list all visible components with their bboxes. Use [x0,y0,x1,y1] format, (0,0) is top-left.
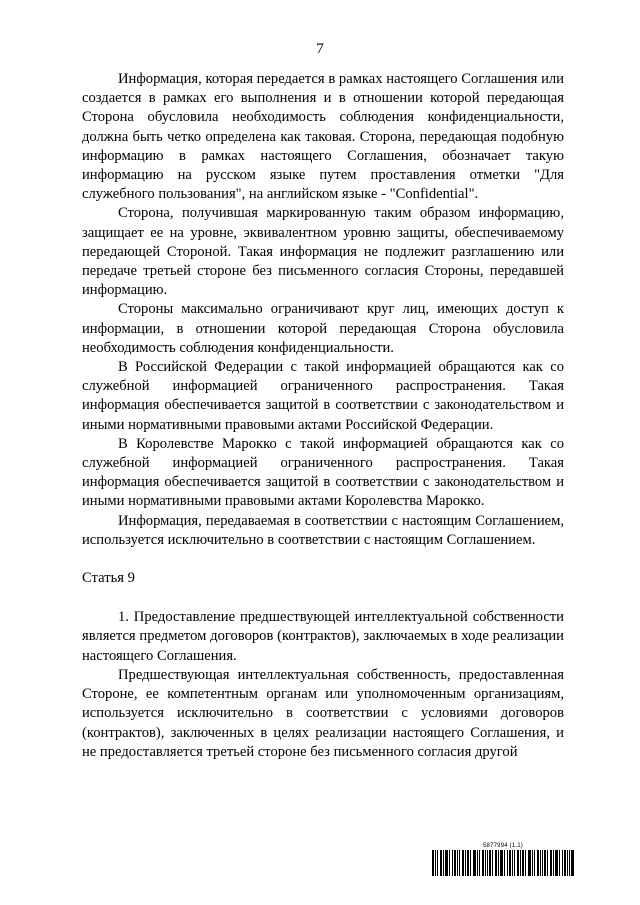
page-number: 7 [316,41,324,57]
paragraph-prior-ip: 1. Предоставление предшествующей интеллектуальной собственности является предметом договоров (контрактов), заключаемых в ходе реализации настоящего Соглашения. [82,609,564,664]
paragraph-confidential-marking: Информация, которая передается в рамках настоящего Соглашения или создается в рамках его выполнения и в отношении которой передающая Сторона обусловила необходимость соблюдения конфиденциальности, должна быть четко определена как таковая. Сторона, передающая подобную информацию в рамках настоящего Соглашения, обозначает такую информацию на русском языке путем проставления отметки "Для служебного пользования", на английском языке - "Confidential". [82,71,564,203]
barcode-caption: 5877994 (1.1) [483,843,523,849]
paragraph-kingdom-morocco: В Королевстве Марокко с такой информацией обращаются как со служебной информацией ограниченного распространения. Такая информация обеспечивается защитой в соответствии с законодательством и иными нормативными правовыми актами Королевства Марокко. [82,435,564,510]
paragraph-recipient-protection: Сторона, получившая маркированную таким образом информацию, защищает ее на уровне, эквивалентном уровню защиты, обеспечиваемому передающей Стороной. Такая информация не подлежит разглашению или передаче третьей стороне без письменного согласия Стороны, передавшей информацию. [82,205,564,299]
paragraph-access-limits: Стороны максимально ограничивают круг лиц, имеющих доступ к информации, в отношении которой передающая Сторона обусловила необходимость соблюдения конфиденциальности. [82,301,564,356]
document-barcode [432,843,574,876]
barcode-icon [432,850,574,876]
paragraph-prior-ip-usage: Предшествующая интеллектуальная собственность, предоставленная Стороне, ее компетентным органам или уполномоченным организациям, используется исключительно в соответствии с условиями договоров (контрактов), заключенных в целях реализации настоящего Соглашения, и не предоставляется третьей стороне без письменного согласия другой [82,666,564,760]
paragraph-information-use: Информация, передаваемая в соответствии с настоящим Соглашением, используется исключительно в соответствии с настоящим Соглашением. [82,512,564,548]
article-heading: Статья 9 [82,570,135,587]
paragraph-russian-federation: В Российской Федерации с такой информацией обращаются как со служебной информацией ограниченного распространения. Такая информация обеспечивается защитой в соответствии с законодательством и иными нормативными правовыми актами Российской Федерации. [82,359,564,433]
document-body [82,70,564,762]
